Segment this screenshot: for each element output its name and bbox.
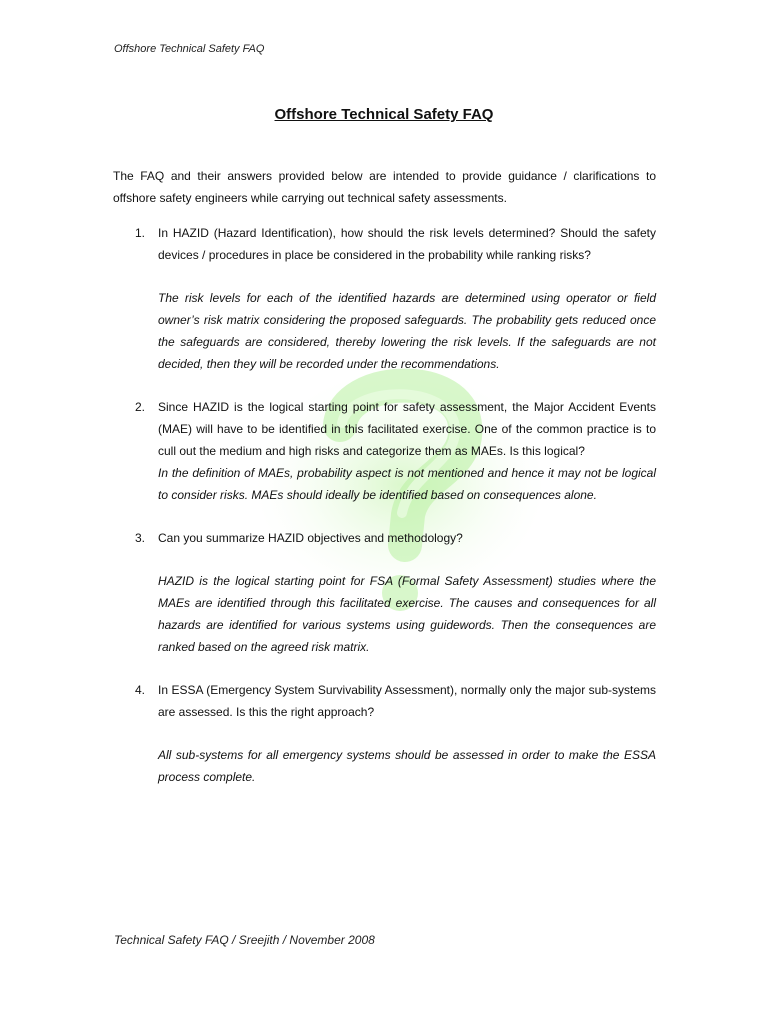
faq-answer: All sub-systems for all emergency systems should be assessed in order to make the ESSA process complete.	[158, 748, 656, 784]
running-header: Offshore Technical Safety FAQ	[114, 43, 265, 55]
faq-answer: HAZID is the logical starting point for FSA (Formal Safety Assessment) studies where the MAEs are identified through this facilitated exercise. The causes and consequences for all hazards are identified for various systems using guidewords. Then the consequences are ranked based on the agreed risk matrix.	[158, 574, 656, 654]
faq-question: Can you summarize HAZID objectives and methodology?	[158, 531, 463, 545]
faq-question: In HAZID (Hazard Identification), how should the risk levels determined? Should the safety devices / procedures in place be considered in the probability while ranking risks?	[158, 226, 656, 262]
faq-list	[113, 222, 656, 788]
faq-item	[113, 396, 656, 506]
running-footer: Technical Safety FAQ / Sreejith / November 2008	[114, 933, 375, 947]
faq-answer: The risk levels for each of the identified hazards are determined using operator or field owner’s risk matrix considering the proposed safeguards. The probability gets reduced once the safeguards are considered, thereby lowering the risk levels. If the safeguards are not decided, then they will be recorded under the recommendations.	[158, 291, 656, 371]
faq-answer: In the definition of MAEs, probability aspect is not mentioned and hence it may not be logical to consider risks. MAEs should ideally be identified based on consequences alone.	[158, 466, 656, 502]
faq-number: 3.	[135, 531, 146, 545]
faq-number: 1.	[135, 226, 146, 240]
faq-number: 2.	[135, 400, 146, 414]
faq-item	[113, 679, 656, 788]
faq-question: Since HAZID is the logical starting point for safety assessment, the Major Accident Events (MAE) will have to be identified in this facilitated exercise. One of the common practice is to cull out the medium and high risks and categorize them as MAEs. Is this logical?	[158, 400, 656, 458]
faq-number: 4.	[135, 683, 146, 697]
faq-item	[113, 527, 656, 658]
faq-item	[113, 222, 656, 375]
faq-question: In ESSA (Emergency System Survivability Assessment), normally only the major sub-systems are assessed. Is this the right approach?	[158, 683, 656, 719]
page-title: Offshore Technical Safety FAQ	[274, 106, 494, 123]
intro-paragraph: The FAQ and their answers provided below are intended to provide guidance / clarifications to offshore safety engineers while carrying out technical safety assessments.	[113, 169, 656, 205]
